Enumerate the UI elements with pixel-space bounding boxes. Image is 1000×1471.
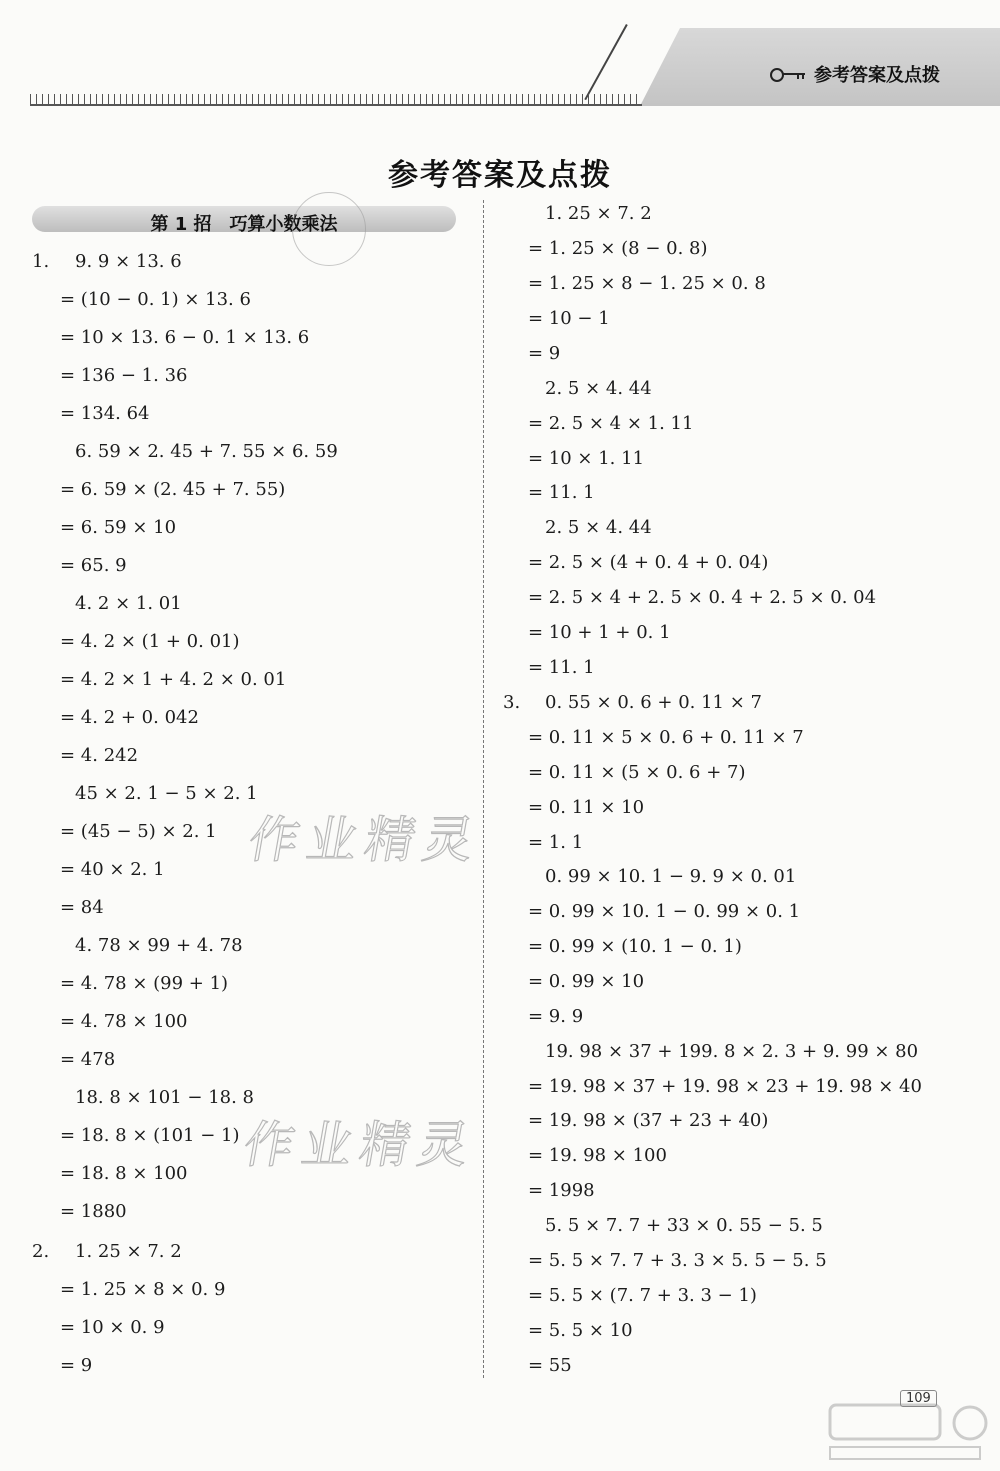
answer-line: 9. 9 × 13. 6 bbox=[75, 251, 182, 272]
answer-line: = 0. 11 × (5 × 0. 6 + 7) bbox=[528, 762, 746, 783]
answer-line: = 65. 9 bbox=[60, 555, 127, 576]
question-number-2: 2. bbox=[32, 1241, 50, 1262]
answer-line: 1. 25 × 7. 2 bbox=[75, 1241, 182, 1262]
answer-line: = 4. 2 + 0. 042 bbox=[60, 707, 199, 728]
answer-line: = 478 bbox=[60, 1049, 116, 1070]
section-title: 第 1 招 巧算小数乘法 bbox=[150, 214, 338, 235]
answer-line: 4. 78 × 99 + 4. 78 bbox=[75, 935, 243, 956]
answer-line: = 11. 1 bbox=[528, 482, 595, 503]
answer-line: = 1. 25 × 8 − 1. 25 × 0. 8 bbox=[528, 273, 766, 294]
answer-line: = 10 × 0. 9 bbox=[60, 1317, 165, 1338]
answer-line: 2. 5 × 4. 44 bbox=[545, 517, 652, 538]
answer-line: = 4. 2 × 1 + 4. 2 × 0. 01 bbox=[60, 669, 287, 690]
page-number: 109 bbox=[900, 1390, 937, 1407]
answer-line: 0. 99 × 10. 1 − 9. 9 × 0. 01 bbox=[545, 866, 797, 887]
answer-line: 45 × 2. 1 − 5 × 2. 1 bbox=[75, 783, 258, 804]
column-divider bbox=[483, 200, 484, 1378]
answer-line: = 18. 8 × (101 − 1) bbox=[60, 1125, 240, 1146]
answer-line: = 84 bbox=[60, 897, 104, 918]
answer-line: = 10 + 1 + 0. 1 bbox=[528, 622, 671, 643]
answer-line: = 9 bbox=[60, 1355, 93, 1376]
answer-line: = 4. 78 × (99 + 1) bbox=[60, 973, 229, 994]
answer-line: 2. 5 × 4. 44 bbox=[545, 378, 652, 399]
answer-line: 4. 2 × 1. 01 bbox=[75, 593, 182, 614]
answer-line: 19. 98 × 37 + 199. 8 × 2. 3 + 9. 99 × 80 bbox=[545, 1041, 919, 1062]
answer-line: = (10 − 0. 1) × 13. 6 bbox=[60, 289, 251, 310]
answer-line: 5. 5 × 7. 7 + 33 × 0. 55 − 5. 5 bbox=[545, 1215, 823, 1236]
answer-line: = 19. 98 × 100 bbox=[528, 1145, 667, 1166]
answer-line: = 136 − 1. 36 bbox=[60, 365, 188, 386]
answer-line: = 18. 8 × 100 bbox=[60, 1163, 188, 1184]
answer-line: 0. 55 × 0. 6 + 0. 11 × 7 bbox=[545, 692, 762, 713]
page-title: 参考答案及点拨 bbox=[388, 158, 612, 193]
answer-line: = 134. 64 bbox=[60, 403, 150, 424]
answer-line: = 5. 5 × 10 bbox=[528, 1320, 633, 1341]
stamp-mark bbox=[292, 192, 366, 266]
answer-line: = 6. 59 × 10 bbox=[60, 517, 177, 538]
answer-line: = 0. 99 × (10. 1 − 0. 1) bbox=[528, 936, 742, 957]
answer-line: = 9. 9 bbox=[528, 1006, 584, 1027]
header-title-text: 参考答案及点拨 bbox=[814, 65, 940, 86]
answer-line: = 9 bbox=[528, 343, 561, 364]
key-icon bbox=[770, 67, 806, 81]
answer-line: = 2. 5 × (4 + 0. 4 + 0. 04) bbox=[528, 552, 769, 573]
answer-line: = 1998 bbox=[528, 1180, 595, 1201]
answer-line: = 1. 25 × 8 × 0. 9 bbox=[60, 1279, 226, 1300]
answer-line: = 4. 242 bbox=[60, 745, 139, 766]
answer-line: = 10 − 1 bbox=[528, 308, 610, 329]
answer-line: = 11. 1 bbox=[528, 657, 595, 678]
answer-line: = 6. 59 × (2. 45 + 7. 55) bbox=[60, 479, 286, 500]
answer-line: = 19. 98 × (37 + 23 + 40) bbox=[528, 1110, 769, 1131]
answer-line: = 4. 78 × 100 bbox=[60, 1011, 188, 1032]
answer-line: = 0. 11 × 10 bbox=[528, 797, 645, 818]
answer-line: = 2. 5 × 4 + 2. 5 × 0. 4 + 2. 5 × 0. 04 bbox=[528, 587, 877, 608]
answer-line: = 4. 2 × (1 + 0. 01) bbox=[60, 631, 240, 652]
answer-line: = 10 × 13. 6 − 0. 1 × 13. 6 bbox=[60, 327, 310, 348]
answer-line: = 1. 25 × (8 − 0. 8) bbox=[528, 238, 708, 259]
answer-line: = 0. 99 × 10 bbox=[528, 971, 645, 992]
answer-line: 18. 8 × 101 − 18. 8 bbox=[75, 1087, 255, 1108]
header-title bbox=[770, 61, 940, 87]
header-divider bbox=[584, 24, 627, 100]
answer-line: = 1880 bbox=[60, 1201, 127, 1222]
answer-line: = 0. 11 × 5 × 0. 6 + 0. 11 × 7 bbox=[528, 727, 804, 748]
answer-line: = 5. 5 × (7. 7 + 3. 3 − 1) bbox=[528, 1285, 757, 1306]
answer-line: = 55 bbox=[528, 1355, 572, 1376]
answer-line: = 10 × 1. 11 bbox=[528, 448, 645, 469]
answer-line: = 5. 5 × 7. 7 + 3. 3 × 5. 5 − 5. 5 bbox=[528, 1250, 827, 1271]
header-ruler bbox=[30, 92, 642, 106]
answer-line: 1. 25 × 7. 2 bbox=[545, 203, 652, 224]
question-number-3: 3. bbox=[503, 692, 521, 713]
answer-line: = 19. 98 × 37 + 19. 98 × 23 + 19. 98 × 40 bbox=[528, 1076, 922, 1097]
answer-line: = 0. 99 × 10. 1 − 0. 99 × 0. 1 bbox=[528, 901, 801, 922]
answer-line: = 2. 5 × 4 × 1. 11 bbox=[528, 413, 694, 434]
question-number-1: 1. bbox=[32, 251, 50, 272]
answer-line: = 40 × 2. 1 bbox=[60, 859, 165, 880]
answer-line: = 1. 1 bbox=[528, 832, 584, 853]
answer-line: 6. 59 × 2. 45 + 7. 55 × 6. 59 bbox=[75, 441, 338, 462]
watermark-bottom: 作业精灵 bbox=[239, 1116, 482, 1174]
answer-line: = (45 − 5) × 2. 1 bbox=[60, 821, 217, 842]
watermark-top: 作业精灵 bbox=[244, 811, 487, 869]
